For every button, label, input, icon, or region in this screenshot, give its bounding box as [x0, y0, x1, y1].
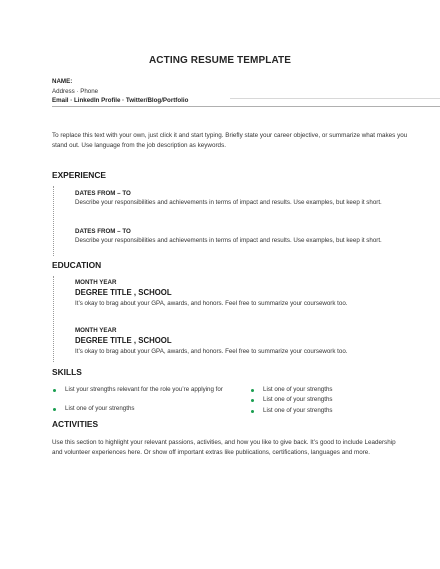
experience-description-1: Describe your responsibilities and achievements in terms of impact and results. Use examples, but keep it short. [75, 199, 382, 206]
bullet-icon [251, 410, 254, 413]
bullet-icon [251, 389, 254, 392]
experience-timeline [53, 186, 56, 256]
skill-left-2: List one of your strengths [65, 405, 135, 412]
skills-heading: SKILLS [52, 367, 82, 377]
experience-description-2: Describe your responsibilities and achievements in terms of impact and results. Use examples, but keep it short. [75, 237, 382, 244]
education-degree-2: DEGREE TITLE , SCHOOL [75, 336, 172, 345]
education-date-2: MONTH YEAR [75, 327, 117, 334]
skill-right-3: List one of your strengths [263, 407, 333, 414]
education-timeline [53, 276, 56, 362]
experience-dates-1: DATES FROM – TO [75, 190, 131, 197]
bullet-icon [53, 389, 56, 392]
education-description-1: It’s okay to brag about your GPA, awards, and honors. Feel free to summarize your coursework too. [75, 300, 348, 307]
name-label: NAME: [52, 78, 73, 85]
contact-links: Email · LinkedIn Profile · Twitter/Blog/Portfolio [52, 97, 189, 104]
education-date-1: MONTH YEAR [75, 279, 117, 286]
education-heading: EDUCATION [52, 260, 102, 270]
header-divider [52, 106, 440, 107]
skill-right-2: List one of your strengths [263, 396, 333, 403]
skill-right-1: List one of your strengths [263, 386, 333, 393]
education-degree-1: DEGREE TITLE , SCHOOL [75, 288, 172, 297]
education-description-2: It’s okay to brag about your GPA, awards, and honors. Feel free to summarize your coursework too. [75, 348, 348, 355]
address-phone: Address · Phone [52, 88, 99, 95]
bullet-icon [251, 399, 254, 402]
bullet-icon [53, 408, 56, 411]
resume-title: ACTING RESUME TEMPLATE [148, 55, 291, 66]
objective-text: To replace this text with your own, just click it and start typing. Briefly state your career objective, or summarize what makes you stand out. Use language from the job description as keywords. [52, 132, 408, 149]
skill-left-1: List your strengths relevant for the role you’re applying for [65, 386, 223, 393]
activities-heading: ACTIVITIES [52, 419, 99, 429]
experience-heading: EXPERIENCE [52, 170, 106, 180]
activities-text: Use this section to highlight your relevant passions, activities, and how you like to give back. It’s good to include Leadership and volunteer experiences here. Or show off important extras like publications, certifications, languages and more. [52, 439, 396, 456]
header-divider-top [230, 98, 440, 99]
experience-dates-2: DATES FROM – TO [75, 228, 131, 235]
